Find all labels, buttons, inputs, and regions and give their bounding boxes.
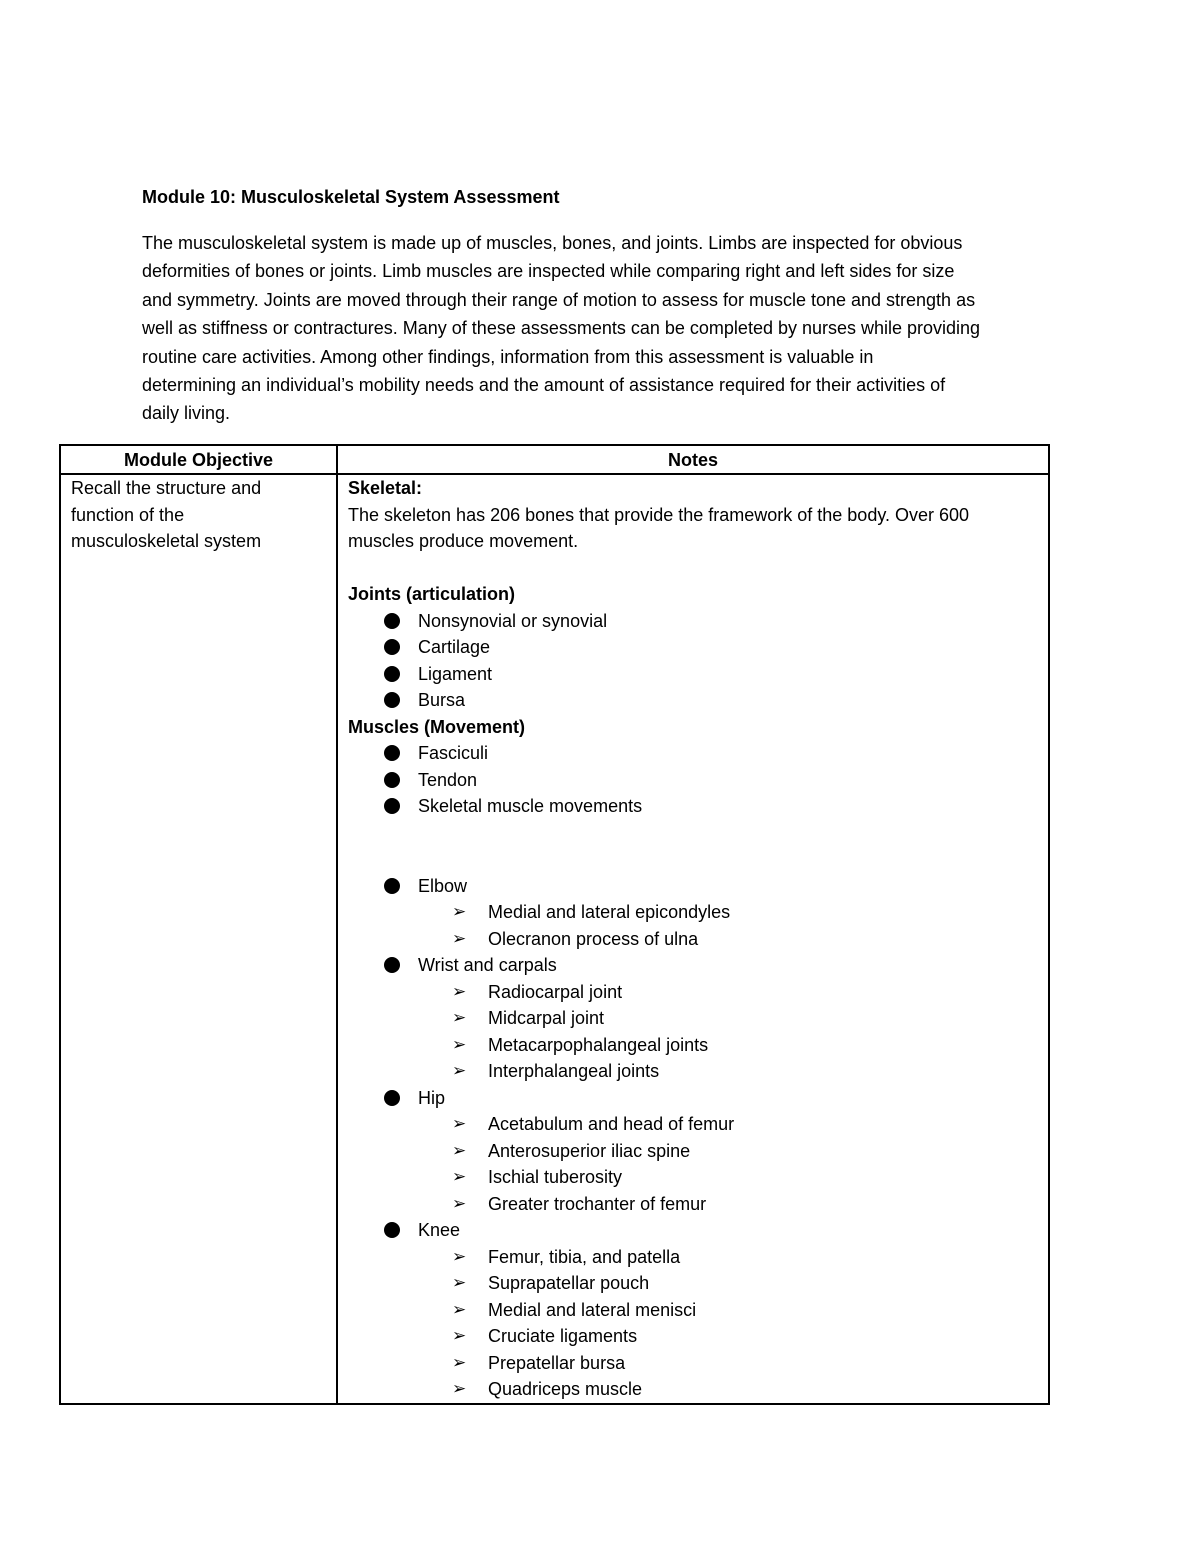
intro-line: routine care activities. Among other findings, information from this assessment is valuable in bbox=[142, 346, 874, 367]
objective-line: musculoskeletal system bbox=[71, 531, 262, 551]
arrowhead-bullet-icon: ➢ bbox=[452, 1034, 467, 1055]
spacer bbox=[348, 820, 1038, 873]
list-item-label: Cartilage bbox=[418, 637, 491, 657]
sub-list-item bbox=[348, 1270, 1038, 1297]
sub-list-item bbox=[348, 926, 1038, 953]
arrowhead-bullet-icon: ➢ bbox=[452, 1193, 467, 1214]
sub-list-item-label: Anterosuperior iliac spine bbox=[488, 1140, 691, 1161]
intro-line: determining an individual’s mobility needs and the amount of assistance required for their activities of bbox=[142, 375, 946, 396]
skeletal-heading: Skeletal: bbox=[348, 478, 423, 498]
list-item bbox=[348, 740, 1038, 767]
sub-list-item-label: Prepatellar bursa bbox=[488, 1352, 626, 1373]
sub-list-item bbox=[348, 1138, 1038, 1165]
list-item-label: Nonsynovial or synovial bbox=[418, 610, 608, 631]
spacer bbox=[348, 555, 1038, 582]
sub-list-item bbox=[348, 1005, 1038, 1032]
arrowhead-bullet-icon: ➢ bbox=[452, 1008, 467, 1028]
sub-list-item bbox=[348, 1111, 1038, 1138]
sub-list-item bbox=[348, 899, 1038, 926]
sub-list-item bbox=[348, 1323, 1038, 1350]
list-item bbox=[348, 634, 1038, 661]
sub-list-item bbox=[348, 1032, 1038, 1059]
list-item-label: Fasciculi bbox=[418, 743, 489, 763]
objectives-table bbox=[59, 444, 1050, 1405]
list-item bbox=[348, 793, 1038, 820]
filled-circle-bullet-icon bbox=[384, 878, 400, 894]
joints-list bbox=[348, 608, 1038, 714]
sub-list bbox=[348, 979, 1038, 1085]
region-label: Wrist and carpals bbox=[418, 955, 557, 975]
list-item bbox=[348, 608, 1038, 635]
filled-circle-bullet-icon bbox=[384, 745, 400, 761]
objective-cell bbox=[60, 474, 337, 1404]
joints-heading: Joints (articulation) bbox=[348, 584, 516, 604]
muscles-list bbox=[348, 740, 1038, 820]
filled-circle-bullet-icon bbox=[384, 666, 400, 682]
list-item-label: Ligament bbox=[418, 663, 493, 684]
intro-line: well as stiffness or contractures. Many of these assessments can be completed by nurses while providing bbox=[142, 318, 981, 339]
document-title: Module 10: Musculoskeletal System Assessment bbox=[142, 187, 560, 207]
list-item-label: Skeletal muscle movements bbox=[418, 796, 643, 816]
sub-list-item bbox=[348, 1191, 1038, 1218]
sub-list-item bbox=[348, 1350, 1038, 1377]
notes-cell bbox=[337, 474, 1049, 1404]
arrowhead-bullet-icon: ➢ bbox=[452, 1299, 467, 1320]
arrowhead-bullet-icon: ➢ bbox=[452, 1352, 467, 1373]
arrowhead-bullet-icon: ➢ bbox=[452, 902, 467, 922]
filled-circle-bullet-icon bbox=[384, 692, 400, 708]
sub-list-item bbox=[348, 1058, 1038, 1085]
body-regions-list bbox=[348, 873, 1038, 1403]
arrowhead-bullet-icon: ➢ bbox=[452, 1061, 467, 1081]
sub-list-item-label: Midcarpal joint bbox=[488, 1008, 605, 1028]
sub-list-item-label: Medial and lateral menisci bbox=[488, 1299, 697, 1320]
sub-list-item-label: Femur, tibia, and patella bbox=[488, 1246, 681, 1267]
intro-line: deformities of bones or joints. Limb muscles are inspected while comparing right and left sides for size bbox=[142, 261, 955, 282]
arrowhead-bullet-icon: ➢ bbox=[452, 1114, 467, 1134]
region-label: Elbow bbox=[418, 875, 468, 896]
region-item-knee bbox=[348, 1217, 1038, 1403]
sub-list-item-label: Medial and lateral epicondyles bbox=[488, 902, 731, 922]
filled-circle-bullet-icon bbox=[384, 772, 400, 788]
table-header-row bbox=[60, 445, 1049, 474]
filled-circle-bullet-icon bbox=[384, 957, 400, 973]
region-item-wrist bbox=[348, 952, 1038, 1085]
filled-circle-bullet-icon bbox=[384, 798, 400, 814]
objective-line: function of the bbox=[71, 504, 185, 525]
sub-list-item-label: Greater trochanter of femur bbox=[488, 1193, 707, 1214]
sub-list bbox=[348, 1111, 1038, 1217]
arrowhead-bullet-icon: ➢ bbox=[452, 1379, 467, 1399]
muscles-heading: Muscles (Movement) bbox=[348, 716, 526, 737]
sub-list-item bbox=[348, 979, 1038, 1006]
skeletal-line: muscles produce movement. bbox=[348, 531, 579, 551]
sub-list-item-label: Cruciate ligaments bbox=[488, 1326, 638, 1346]
sub-list-item-label: Quadriceps muscle bbox=[488, 1379, 643, 1399]
filled-circle-bullet-icon bbox=[384, 1090, 400, 1106]
list-item bbox=[348, 767, 1038, 794]
filled-circle-bullet-icon bbox=[384, 639, 400, 655]
intro-line: The musculoskeletal system is made up of muscles, bones, and joints. Limbs are inspected for obvious bbox=[142, 233, 963, 253]
objective-line: Recall the structure and bbox=[71, 478, 262, 498]
sub-list-item bbox=[348, 1376, 1038, 1403]
list-item bbox=[348, 661, 1038, 688]
arrowhead-bullet-icon: ➢ bbox=[452, 1246, 467, 1267]
arrowhead-bullet-icon: ➢ bbox=[452, 1273, 467, 1293]
list-item bbox=[348, 687, 1038, 714]
sub-list-item-label: Suprapatellar pouch bbox=[488, 1273, 650, 1293]
filled-circle-bullet-icon bbox=[384, 1222, 400, 1238]
sub-list-item bbox=[348, 1244, 1038, 1271]
objective-column-header: Module Objective bbox=[60, 445, 337, 474]
sub-list bbox=[348, 899, 1038, 952]
arrowhead-bullet-icon: ➢ bbox=[452, 981, 467, 1002]
sub-list-item-label: Radiocarpal joint bbox=[488, 981, 623, 1002]
notes-column-header: Notes bbox=[337, 445, 1049, 474]
arrowhead-bullet-icon: ➢ bbox=[452, 928, 467, 949]
region-label: Hip bbox=[418, 1087, 446, 1108]
table-row bbox=[60, 474, 1049, 1404]
arrowhead-bullet-icon: ➢ bbox=[452, 1167, 467, 1187]
arrowhead-bullet-icon: ➢ bbox=[452, 1326, 467, 1346]
sub-list-item-label: Ischial tuberosity bbox=[488, 1167, 623, 1187]
sub-list-item-label: Olecranon process of ulna bbox=[488, 928, 699, 949]
intro-line: and symmetry. Joints are moved through their range of motion to assess for muscle tone and strength as bbox=[142, 289, 976, 310]
sub-list-item-label: Interphalangeal joints bbox=[488, 1061, 660, 1081]
sub-list bbox=[348, 1244, 1038, 1403]
region-item-hip bbox=[348, 1085, 1038, 1218]
list-item-label: Bursa bbox=[418, 690, 466, 710]
skeletal-line: The skeleton has 206 bones that provide the framework of the body. Over 600 bbox=[348, 504, 970, 525]
intro-paragraph bbox=[142, 229, 1062, 428]
sub-list-item bbox=[348, 1164, 1038, 1191]
sub-list-item-label: Acetabulum and head of femur bbox=[488, 1114, 735, 1134]
region-label: Knee bbox=[418, 1220, 461, 1240]
arrowhead-bullet-icon: ➢ bbox=[452, 1140, 467, 1161]
region-item-elbow bbox=[348, 873, 1038, 953]
filled-circle-bullet-icon bbox=[384, 613, 400, 629]
sub-list-item-label: Metacarpophalangeal joints bbox=[488, 1034, 709, 1055]
list-item-label: Tendon bbox=[418, 769, 478, 790]
intro-line: daily living. bbox=[142, 403, 231, 424]
sub-list-item bbox=[348, 1297, 1038, 1324]
